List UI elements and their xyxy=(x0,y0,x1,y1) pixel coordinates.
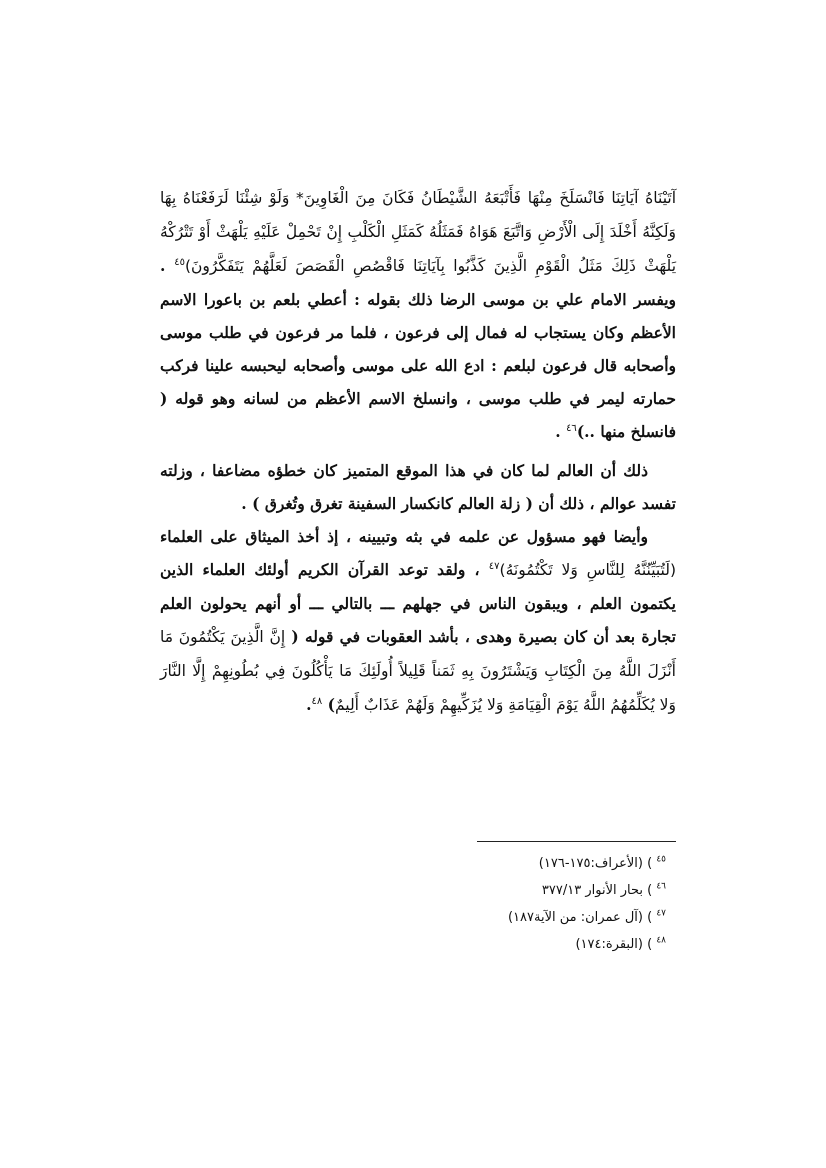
footnote-text: ) (آل عمران: من الآية١٨٧) xyxy=(507,910,653,925)
footnote-number: ٤٥ xyxy=(656,854,666,865)
footnote-number: ٤٧ xyxy=(656,908,666,919)
paragraph-text: وأيضا فهو مسؤول عن علمه في بثه وتبيينه ، إذ أخذ الميثاق على العلماء xyxy=(160,527,648,546)
footnote-text: ) (البقرة:١٧٤) xyxy=(575,937,653,952)
footnote-divider xyxy=(477,841,676,842)
paragraph-text: ، ولقد توعد القرآن الكريم أولئك العلماء الذين يكتمون العلم ، ويبقون الناس في جهلهم ـــ بالتالي ـــ أو أنهم يحولون العلم تجارة بعد أن كان بصيرة وهدى ، بأشد العقوبات في قوله ( xyxy=(160,560,676,646)
footnote-ref[interactable]: ٤٦ xyxy=(566,422,577,434)
footnote-item xyxy=(360,904,676,931)
quran-verse: آتَيْنَاهُ آيَاتِنَا فَانْسَلَخَ مِنْهَا فَأَتْبَعَهُ الشَّيْطَانُ فَكَانَ مِنَ الْغَاوِينَ* وَلَوْ شِئْنَا لَرَفَعْنَاهُ بِهَا وَلَكِنَّهُ أَخْلَدَ إِلَى الْأَرْضِ وَاتَّبَعَ هَوَاهُ فَمَثَلُهُ كَمَثَلِ الْكَلْبِ إِنْ تَحْمِلْ عَلَيْهِ يَلْهَثْ أَوْ تَتْرُكْهُ يَلْهَثْ ذَلِكَ مَثَلُ الْقَوْمِ الَّذِينَ كَذَّبُوا بِآيَاتِنَا فَاقْصُصِ الْقَصَصَ لَعَلَّهُمْ يَتَفَكَّرُونَ) xyxy=(160,189,677,275)
footnote-number: ٤٦ xyxy=(656,881,666,892)
footnotes xyxy=(360,850,676,958)
paragraph-text: . ويفسر الامام علي بن موسى الرضا ذلك بقوله : أعطي بلعم بن باعورا الاسم الأعظم وكان يستجاب له فمال إلى فرعون ، فلما مر فرعون في طلب موسى وأصحابه قال فرعون لبلعم : ادع الله على موسى وأصحابه ليحبسه علينا فركب حمارته ليمر في طلب موسى ، وانسلخ الاسم الأعظم من لسانه وهو قوله ( فانسلخ منها ..) xyxy=(160,256,676,441)
paragraph-2 xyxy=(160,454,676,520)
footnote-ref[interactable]: ٤٥ xyxy=(174,256,185,268)
footnote-ref[interactable]: ٤٨ xyxy=(311,695,323,707)
footnote-item xyxy=(360,850,676,877)
quran-verse: إِنَّ الَّذِينَ يَكْتُمُونَ مَا أَنْزَلَ اللَّهُ مِنَ الْكِتَابِ وَيَشْتَرُونَ بِهِ ثَمَناً قَلِيلاً أُولَئِكَ مَا يَأْكُلُونَ فِي بُطُونِهِمْ إِلَّا النَّارَ وَلا يُكَلِّمُهُمُ اللَّهُ يَوْمَ الْقِيَامَةِ وَلا يُزَكِّيهِمْ وَلَهُمْ عَذَابٌ أَلِيمٌ xyxy=(160,628,676,714)
footnote-ref[interactable]: ٤٧ xyxy=(488,560,500,572)
paragraph-text: . xyxy=(555,422,567,441)
paragraph-text: . xyxy=(306,695,312,714)
footnote-text: ) بحار الأنوار ٣٧٧/١٣ xyxy=(541,883,653,898)
footnote-item xyxy=(360,877,676,904)
footnote-number: ٤٨ xyxy=(656,935,666,946)
paragraph-text: ) xyxy=(322,695,335,714)
footnote-text: ) (الأعراف:١٧٥-١٧٦) xyxy=(538,856,653,871)
paragraph-text: ذلك أن العالم لما كان في هذا الموقع المتميز كان خطؤه مضاعفا ، وزلته تفسد عوالم ، ذلك أن ( زلة العالم كانكسار السفينة تغرق وتُغرق ) . xyxy=(160,461,676,513)
quran-verse: (لَتُبَيِّنُنَّهُ لِلنَّاسِ وَلا تَكْتُمُونَهُ) xyxy=(499,561,676,579)
main-text xyxy=(160,181,676,722)
footnote-item xyxy=(360,931,676,958)
paragraph-3 xyxy=(160,520,676,722)
paragraph-1 xyxy=(160,181,676,448)
